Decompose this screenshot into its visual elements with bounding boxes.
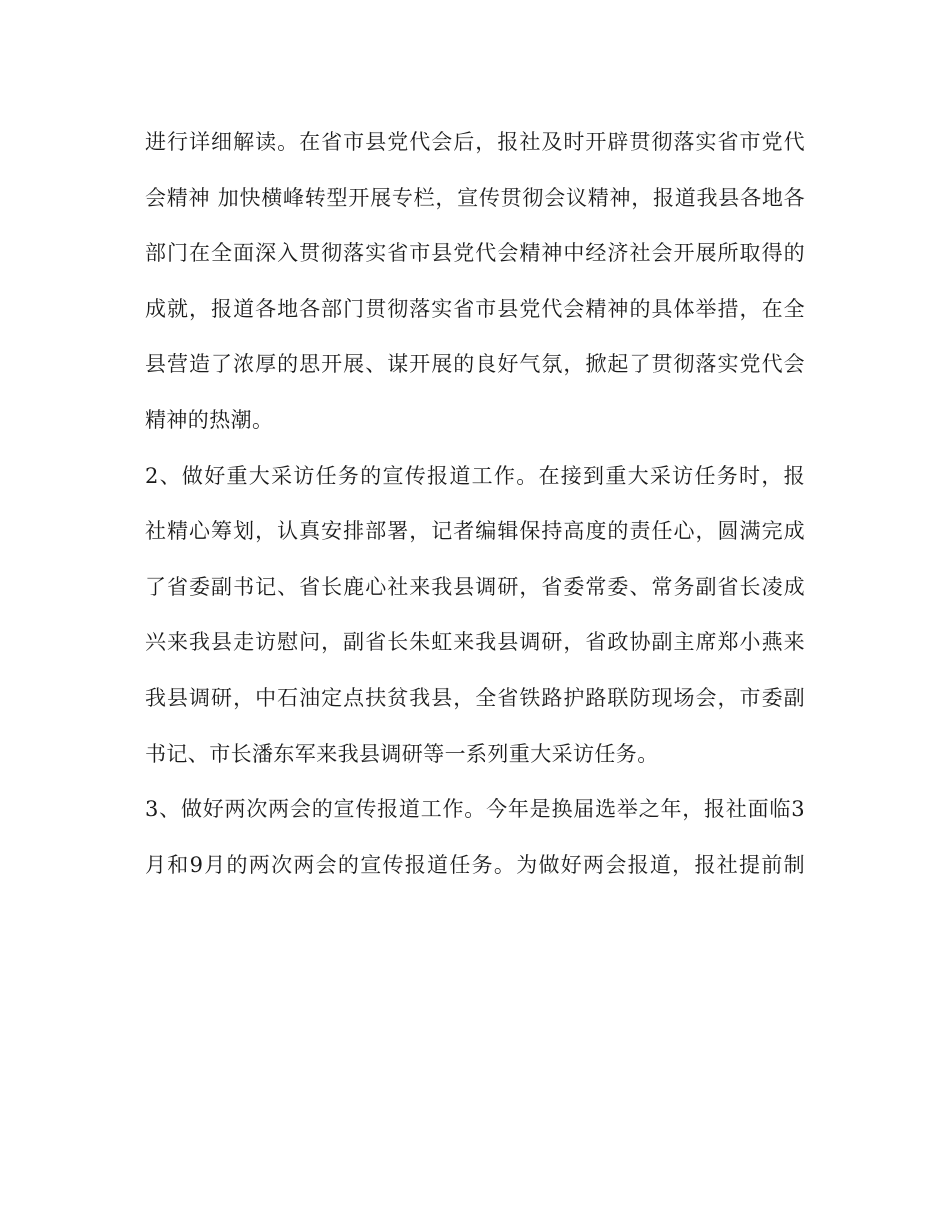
text-line-1: 进行详细解读。在省市县党代会后，报社及时开辟贯彻落实省市党代 xyxy=(145,130,805,154)
text-line-9: 了省委副书记、省长鹿心社来我县调研，省委常委、常务副省长凌成 xyxy=(145,574,805,599)
text-line-13: 3、做好两次两会的宣传报道工作。今年是换届选举之年，报社面临3 xyxy=(145,797,805,822)
text-line-12: 书记、市长潘东军来我县调研等一系列重大采访任务。 xyxy=(145,741,659,766)
text-line-4: 成就，报道各地各部门贯彻落实省市县党代会精神的具体举措，在全 xyxy=(145,296,805,321)
text-line-2: 会精神 加快横峰转型开展专栏，宣传贯彻会议精神，报道我县各地各 xyxy=(145,185,805,210)
text-line-5: 县营造了浓厚的思开展、谋开展的良好气氛，掀起了贯彻落实党代会 xyxy=(145,352,805,377)
text-line-3: 部门在全面深入贯彻落实省市县党代会精神中经济社会开展所取得的 xyxy=(145,241,805,266)
document-body xyxy=(145,120,805,898)
text-line-7: 2、做好重大采访任务的宣传报道工作。在接到重大采访任务时，报 xyxy=(145,463,805,488)
text-line-6: 精神的热潮。 xyxy=(145,407,274,432)
text-line-10: 兴来我县走访慰问，副省长朱虹来我县调研，省政协副主席郑小燕来 xyxy=(145,630,805,655)
text-line-8: 社精心筹划，认真安排部署，记者编辑保持高度的责任心，圆满完成 xyxy=(145,519,805,544)
text-line-14: 月和9月的两次两会的宣传报道任务。为做好两会报道，报社提前制 xyxy=(145,852,805,877)
text-line-11: 我县调研，中石油定点扶贫我县，全省铁路护路联防现场会，市委副 xyxy=(145,685,805,710)
